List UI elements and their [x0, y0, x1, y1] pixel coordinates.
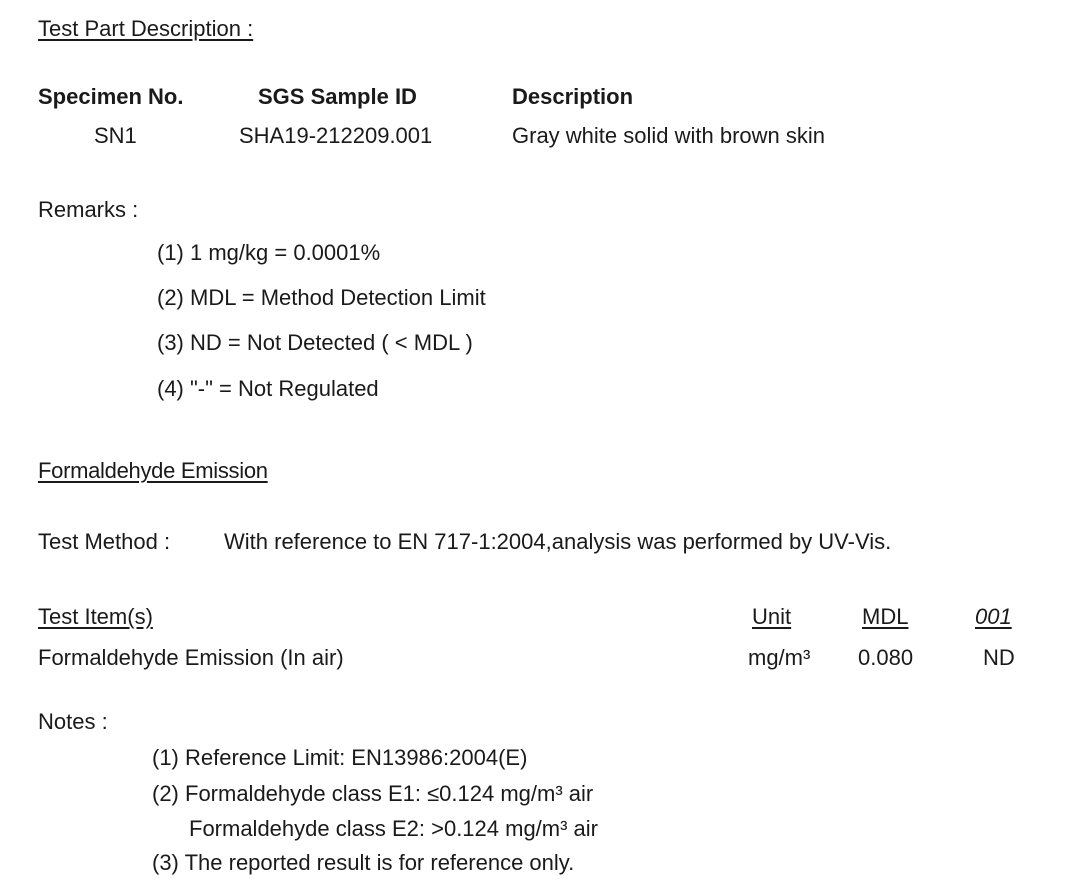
description-value: Gray white solid with brown skin	[512, 123, 826, 148]
note-item: (2) Formaldehyde class E1: ≤0.124 mg/m³ air	[152, 781, 594, 806]
mdl-value: 0.080	[858, 645, 914, 670]
remarks-label: Remarks :	[38, 197, 139, 222]
formaldehyde-section-title: Formaldehyde Emission	[38, 458, 268, 483]
test-method-text: With reference to EN 717-1:2004,analysis was performed by UV-Vis.	[224, 529, 892, 554]
note-item: (1) Reference Limit: EN13986:2004(E)	[152, 745, 528, 770]
sample-001-header: 001	[975, 604, 1012, 629]
remark-item: (2) MDL = Method Detection Limit	[157, 285, 486, 310]
remark-item: (1) 1 mg/kg = 0.0001%	[157, 240, 381, 265]
sample-001-result: ND	[983, 645, 1015, 670]
test-item-name: Formaldehyde Emission (In air)	[38, 645, 344, 670]
note-item: Formaldehyde class E2: >0.124 mg/m³ air	[189, 816, 599, 841]
test-method-label: Test Method :	[38, 529, 171, 554]
sgs-sample-id-value: SHA19-212209.001	[239, 123, 433, 148]
test-part-heading: Test Part Description :	[38, 16, 254, 41]
specimen-no-header: Specimen No.	[38, 84, 184, 109]
unit-value: mg/m³	[748, 645, 811, 670]
test-items-header: Test Item(s)	[38, 604, 153, 629]
remark-item: (4) "-" = Not Regulated	[157, 376, 379, 401]
notes-label: Notes :	[38, 709, 108, 734]
sgs-sample-id-header: SGS Sample ID	[258, 84, 417, 109]
description-header: Description	[512, 84, 634, 109]
specimen-no-value: SN1	[94, 123, 137, 148]
remark-item: (3) ND = Not Detected ( < MDL )	[157, 330, 473, 355]
mdl-header: MDL	[862, 604, 909, 629]
unit-header: Unit	[752, 604, 792, 629]
note-item: (3) The reported result is for reference only.	[152, 850, 575, 875]
